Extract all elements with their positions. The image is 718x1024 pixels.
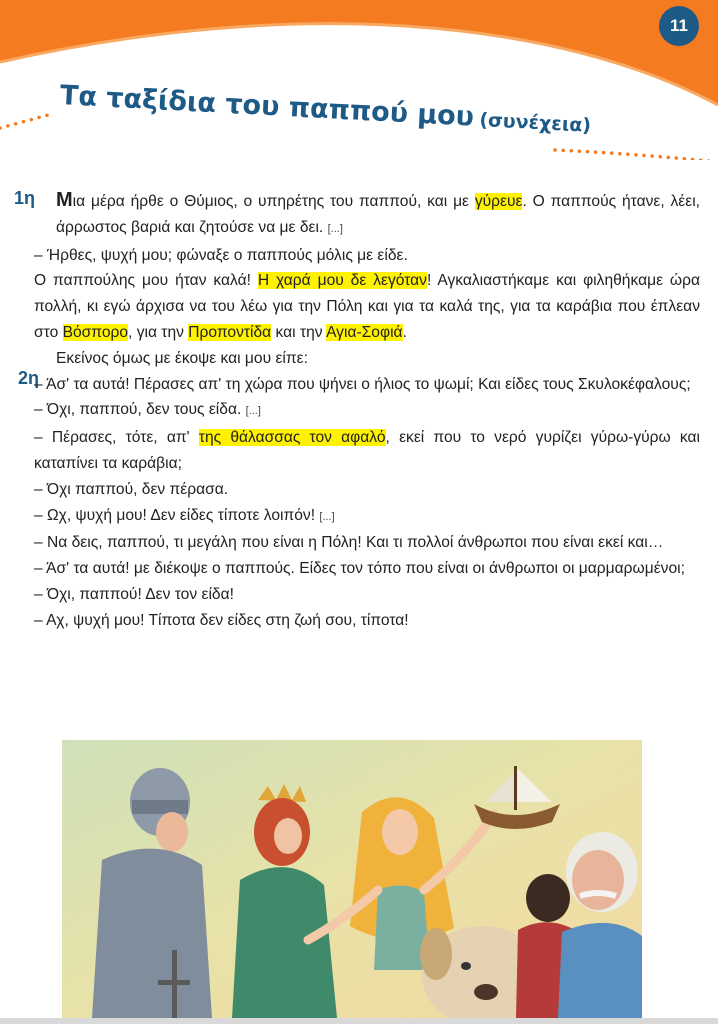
- highlighted-phrase: Προποντίδα: [188, 323, 272, 341]
- storybook-illustration: [62, 740, 642, 1018]
- paragraph: [34, 268, 700, 345]
- paragraph: [34, 530, 700, 556]
- title-main: Τα ταξίδια του παππού μου: [59, 80, 475, 133]
- text-run: ια μέρα ήρθε ο Θύμιος, ο υπηρέτης του παππού, και με: [72, 193, 475, 210]
- text-run: – Όχι παππού, δεν πέρασα.: [34, 480, 229, 498]
- text-run: ! Αγκαλιαστήκαμε και φιληθήκαμε ώρα πολλή, κι εγώ άρχισα να του λέω για την Πόλη και για τα καλά της, για τα καράβια που έπλεαν στο: [34, 272, 700, 341]
- text-run: – Αχ, ψυχή μου! Τίποτα δεν είδες στη ζωή σου, τίποτα!: [34, 611, 409, 629]
- drop-cap: Μ: [56, 189, 73, 211]
- text-run: Ο παππούλης μου ήταν καλά!: [34, 272, 258, 290]
- text-run: – Όχι, παππού, δεν τους είδα.: [34, 401, 246, 419]
- text-run: – Να δεις, παππού, τι μεγάλη που είναι η Πόλη! Και τι πολλοί άνθρωποι που είναι εκεί και…: [34, 534, 664, 552]
- paragraph: [34, 188, 700, 243]
- text-run: – Πέρασες, τότε, απ': [34, 429, 199, 447]
- paragraph: [34, 582, 700, 608]
- text-run: – Άσ' τα αυτά! Πέρασες απ' τη χώρα που ψήνει ο ήλιος το ψωμί; Και είδες τους Σκυλοκέφαλους;: [34, 375, 691, 393]
- section-marker-2: 2η: [18, 368, 40, 388]
- omission-mark: [...]: [319, 510, 335, 523]
- paragraph: [34, 425, 700, 477]
- text-run: .: [402, 323, 407, 341]
- section-marker-1: 1η: [14, 188, 36, 208]
- highlighted-phrase: γύρευε: [474, 193, 523, 210]
- text-run: , για την: [128, 323, 189, 341]
- header-banner: [0, 0, 718, 160]
- text-run: – Ωχ, ψυχή μου! Δεν είδες τίποτε λοιπόν!: [34, 506, 320, 524]
- bottom-bar: [0, 1018, 718, 1024]
- paragraph: [34, 477, 700, 503]
- text-run: . Ο παππούς ήτανε, λέει, άρρωστος βαριά και ζητούσε να με δει.: [56, 193, 700, 236]
- text-run: Εκείνος όμως με έκοψε και μου είπε:: [56, 349, 308, 367]
- highlighted-phrase: της θάλασσας τον αφαλό: [198, 429, 386, 447]
- page-number: 11: [659, 6, 699, 46]
- paragraph: [34, 397, 700, 425]
- paragraph: [34, 243, 700, 269]
- paragraph: [34, 372, 700, 398]
- paragraph: [34, 346, 700, 372]
- highlighted-phrase: Η χαρά μου δε λεγόταν: [257, 272, 427, 290]
- text-run: – Όχι, παππού! Δεν τον είδα!: [34, 585, 234, 603]
- title-sub: (συνέχεια): [478, 108, 592, 137]
- omission-mark: [...]: [327, 222, 343, 235]
- text-run: και την: [271, 323, 327, 341]
- paragraph: [34, 608, 700, 634]
- paragraph: [34, 503, 700, 531]
- text-run: – Άσ' τα αυτά! με διέκοψε ο παππούς. Είδες τον τόπο που είναι οι άνθρωποι οι μαρμαρωμένοι;: [34, 560, 685, 578]
- story-text: [34, 188, 700, 634]
- highlighted-phrase: Βόσπορο: [62, 323, 129, 341]
- text-run: – Ήρθες, ψυχή μου; φώναξε ο παππούς μόλις με είδε.: [34, 246, 408, 264]
- paragraph: [34, 556, 700, 582]
- omission-mark: [...]: [245, 405, 261, 418]
- text-run: , εκεί που το νερό γυρίζει γύρω-γύρω και καταπίνει τα καράβια;: [34, 429, 701, 472]
- highlighted-phrase: Αγια-Σοφιά: [326, 323, 403, 341]
